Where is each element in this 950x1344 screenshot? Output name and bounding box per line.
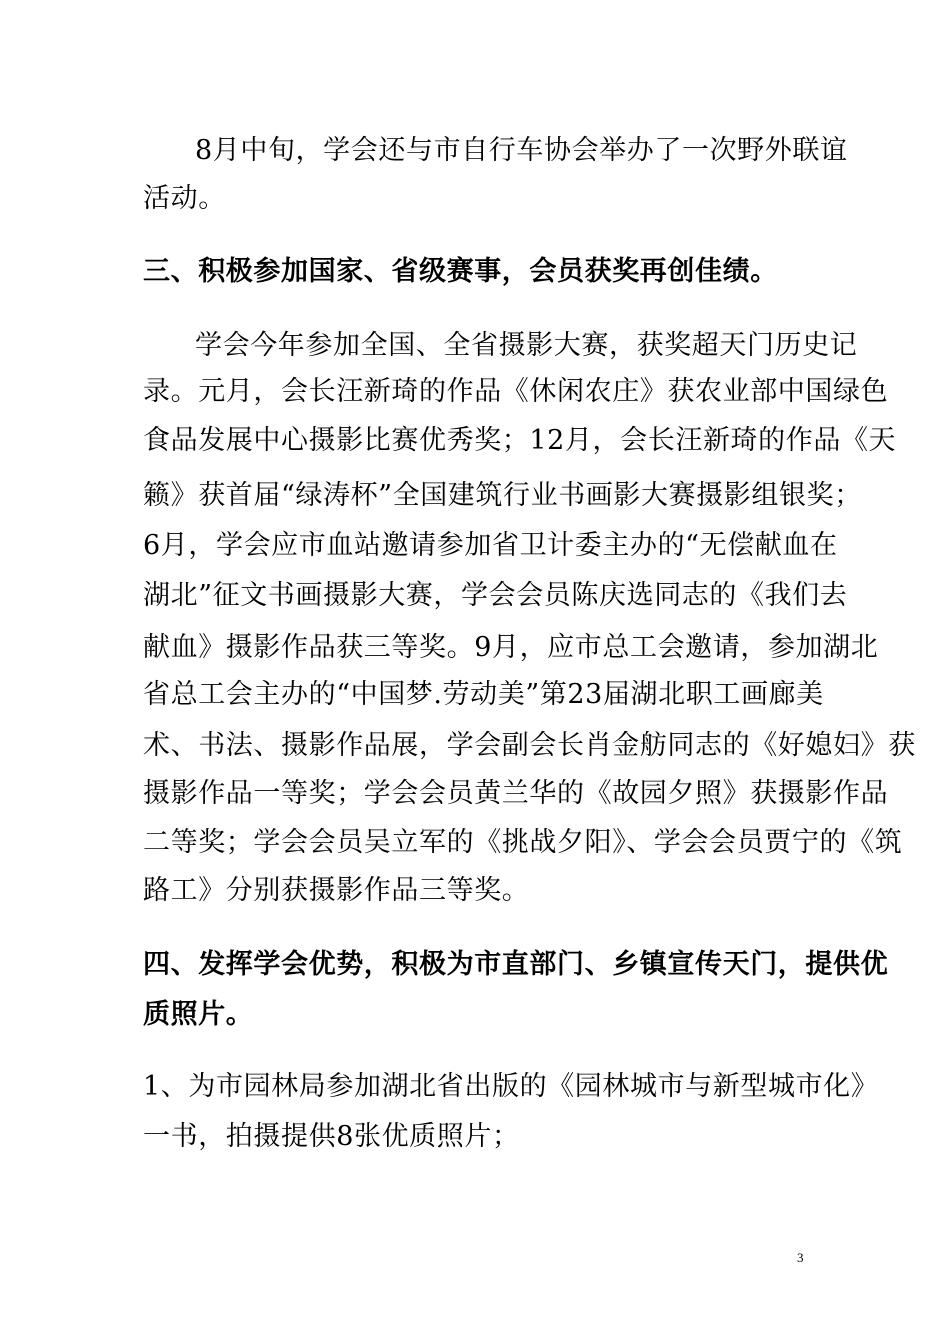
paragraph-line: 省总工会主办的“中国梦.劳动美”第23届湖北职工画廊美 bbox=[143, 679, 824, 710]
page-number: 3 bbox=[797, 1250, 804, 1265]
section-heading: 三、积极参加国家、省级赛事，会员获奖再创佳绩。 bbox=[143, 256, 778, 287]
paragraph-line: 献血》摄影作品获三等奖。9月，应市总工会邀请，参加湖北 bbox=[143, 632, 879, 663]
paragraph-line: 录。元月，会长汪新琦的作品《休闲农庄》获农业部中国绿色 bbox=[143, 376, 889, 407]
list-item: 1、为市园林局参加湖北省出版的《园林城市与新型城市化》 bbox=[143, 1071, 879, 1102]
paragraph-line: 活动。 bbox=[143, 183, 226, 214]
paragraph-line: 学会今年参加全国、全省摄影大赛，获奖超天门历史记 bbox=[195, 330, 858, 361]
paragraph-line: 6月，学会应市血站邀请参加省卫计委主办的“无偿献血在 bbox=[143, 530, 838, 561]
paragraph-line: 食品发展中心摄影比赛优秀奖；12月，会长汪新琦的作品《天 bbox=[143, 425, 897, 456]
paragraph-line: 8月中旬，学会还与市自行车协会举办了一次野外联谊 bbox=[195, 135, 848, 166]
list-item: 一书，拍摄提供8张优质照片； bbox=[143, 1121, 520, 1152]
paragraph-line: 二等奖；学会会员吴立军的《挑战夕阳》、学会会员贾宁的《筑 bbox=[143, 827, 903, 858]
section-heading: 四、发挥学会优势，积极为市直部门、乡镇宣传天门，提供优 bbox=[143, 949, 889, 980]
paragraph-line: 术、书法、摄影作品展，学会副会长肖金舫同志的《好媳妇》获 bbox=[143, 730, 916, 761]
section-heading: 质照片。 bbox=[143, 999, 254, 1030]
paragraph-line: 路工》分别获摄影作品三等奖。 bbox=[143, 875, 530, 906]
paragraph-line: 摄影作品一等奖；学会会员黄兰华的《故园夕照》获摄影作品 bbox=[143, 778, 889, 809]
paragraph-line: 籁》获首届“绿涛杯”全国建筑行业书画影大赛摄影组银奖； bbox=[143, 480, 862, 511]
paragraph-line: 湖北”征文书画摄影大赛，学会会员陈庆选同志的《我们去 bbox=[143, 580, 848, 611]
